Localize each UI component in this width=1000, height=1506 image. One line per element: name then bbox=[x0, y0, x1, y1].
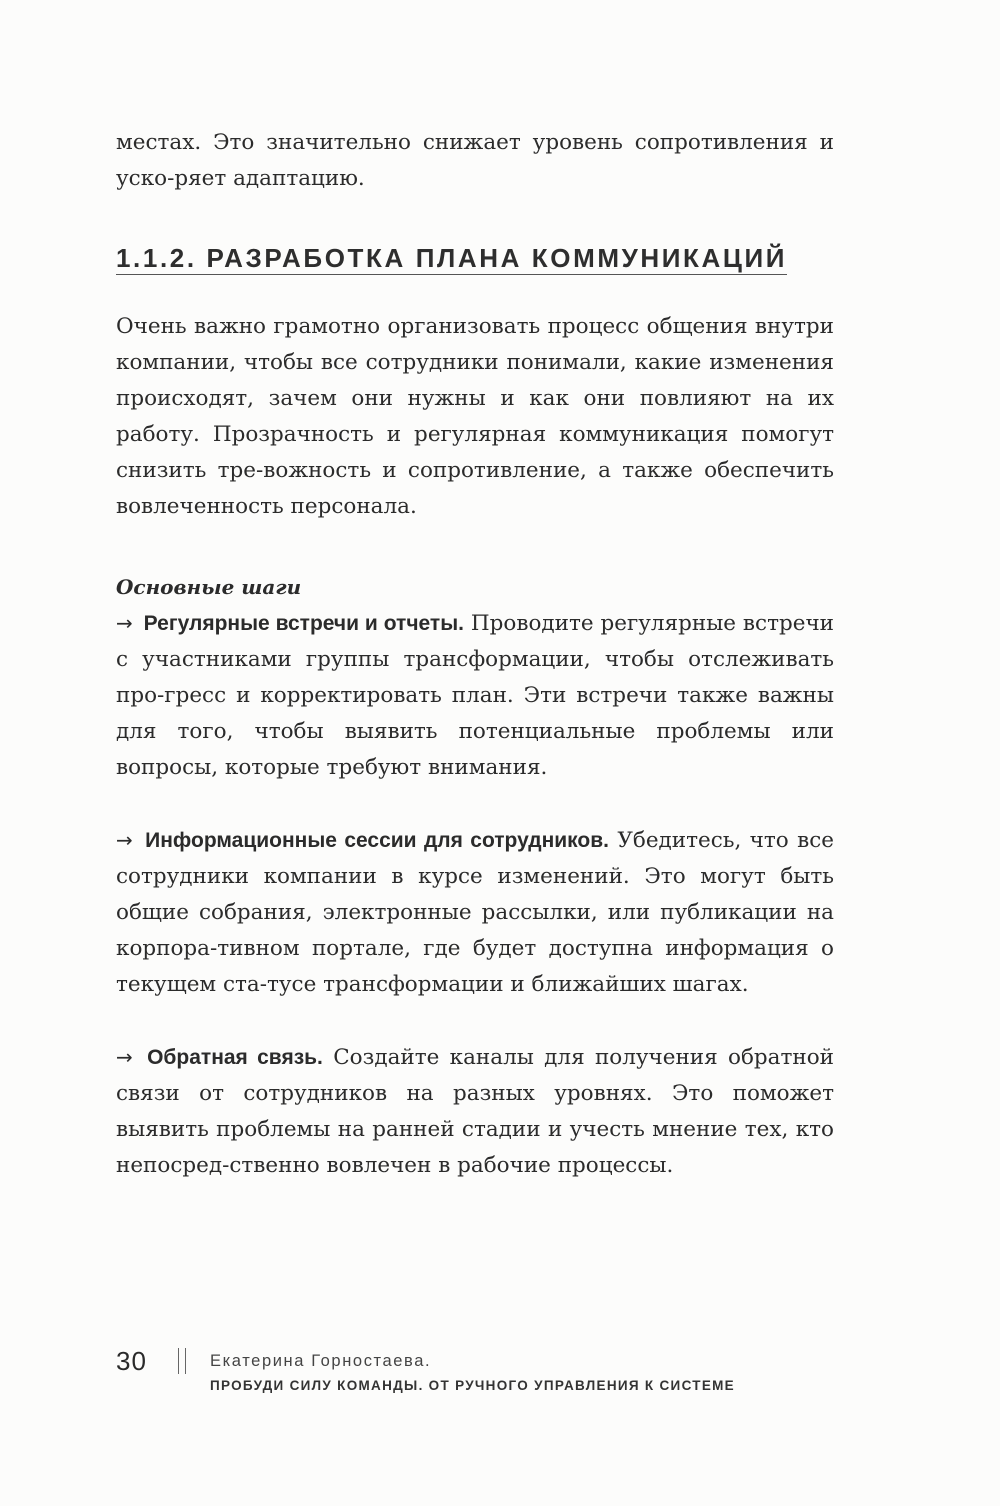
step-lead: Обратная связь. bbox=[147, 1046, 323, 1069]
arrow-icon: → bbox=[116, 1045, 133, 1069]
step-text: Убедитесь, что все сотрудники компании в курсе изменений. Это могут быть общие собрания, электронные рассылки, или публикации на корпора-тивном портале, где будет доступна информация о текущем ста-тусе трансформации и ближайших шагах. bbox=[116, 828, 834, 997]
page-footer bbox=[116, 1342, 836, 1402]
book-title: ПРОБУДИ СИЛУ КОМАНДЫ. ОТ РУЧНОГО УПРАВЛЕНИЯ К СИСТЕМЕ bbox=[210, 1378, 735, 1393]
step-item bbox=[116, 1039, 834, 1184]
footer-divider bbox=[178, 1348, 179, 1374]
intro-paragraph: Очень важно грамотно организовать процесс общения внутри компании, чтобы все сотрудники понимали, какие изменения происходят, зачем они нужны и как они повлияют на их работу. Прозрачность и регулярная коммуникация помогут снизить тре-вожность и сопротивление, а также обеспечить вовлеченность персонала. bbox=[116, 314, 834, 519]
section-heading: 1.1.2. РАЗРАБОТКА ПЛАНА КОММУНИКАЦИЙ bbox=[116, 243, 788, 273]
footer-divider bbox=[185, 1348, 186, 1374]
continuation-paragraph: местах. Это значительно снижает уровень сопротивления и уско-ряет адаптацию. bbox=[116, 130, 834, 191]
arrow-icon: → bbox=[116, 611, 133, 635]
page-number: 30 bbox=[116, 1346, 147, 1376]
steps-title: Основные шаги bbox=[116, 575, 302, 599]
step-text: Создайте каналы для получения обратной связи от сотрудников на разных уровнях. Это поможет выявить проблемы на ранней стадии и учесть мнение тех, кто непосред-ственно вовлечен в рабочие процессы. bbox=[116, 1045, 834, 1178]
step-text: Проводите регулярные встречи с участниками группы трансформации, чтобы отслеживать про-гресс и корректировать план. Эти встречи также важны для того, чтобы выявить потенциальные проблемы или вопросы, которые требуют внимания. bbox=[116, 611, 834, 780]
arrow-icon: → bbox=[116, 828, 133, 852]
step-item bbox=[116, 605, 834, 786]
step-item bbox=[116, 822, 834, 1003]
step-lead: Информационные сессии для сотрудников. bbox=[145, 829, 609, 852]
step-lead: Регулярные встречи и отчеты. bbox=[143, 612, 464, 635]
author-name: Екатерина Горностаева. bbox=[210, 1352, 432, 1370]
steps-block bbox=[116, 569, 834, 1220]
page-content bbox=[116, 125, 834, 1178]
